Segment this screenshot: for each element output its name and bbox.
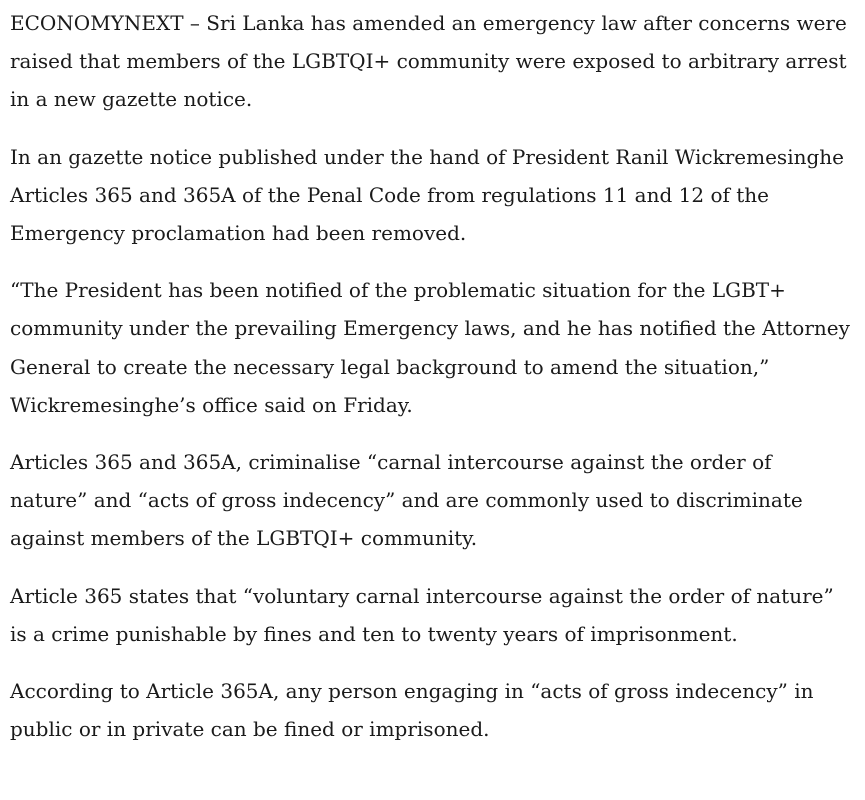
- article-paragraph: Article 365 states that “voluntary carnal intercourse against the order of nature” is a crime punishable by fines and ten to twenty years of imprisonment.: [10, 583, 834, 646]
- article-paragraph: In an gazette notice published under the hand of President Ranil Wickremesinghe Articles 365 and 365A of the Penal Code from regulations 11 and 12 of the Emergency proclamation had been removed.: [10, 144, 844, 246]
- article-paragraph: “The President has been notified of the problematic situation for the LGBT+ community under the prevailing Emergency laws, and he has notified the Attorney General to create the necessary legal background to amend the situation,” Wickremesinghe’s office said on Friday.: [10, 278, 850, 417]
- article-paragraph: According to Article 365A, any person engaging in “acts of gross indecency” in public or in private can be fined or imprisoned.: [10, 679, 814, 742]
- article-paragraph: ECONOMYNEXT – Sri Lanka has amended an emergency law after concerns were raised that members of the LGBTQI+ community were exposed to arbitrary arrest in a new gazette notice.: [10, 11, 847, 112]
- article-paragraph: Articles 365 and 365A, criminalise “carnal intercourse against the order of nature” and “acts of gross indecency” and are commonly used to discriminate against members of the LGBTQI+ community.: [10, 450, 803, 551]
